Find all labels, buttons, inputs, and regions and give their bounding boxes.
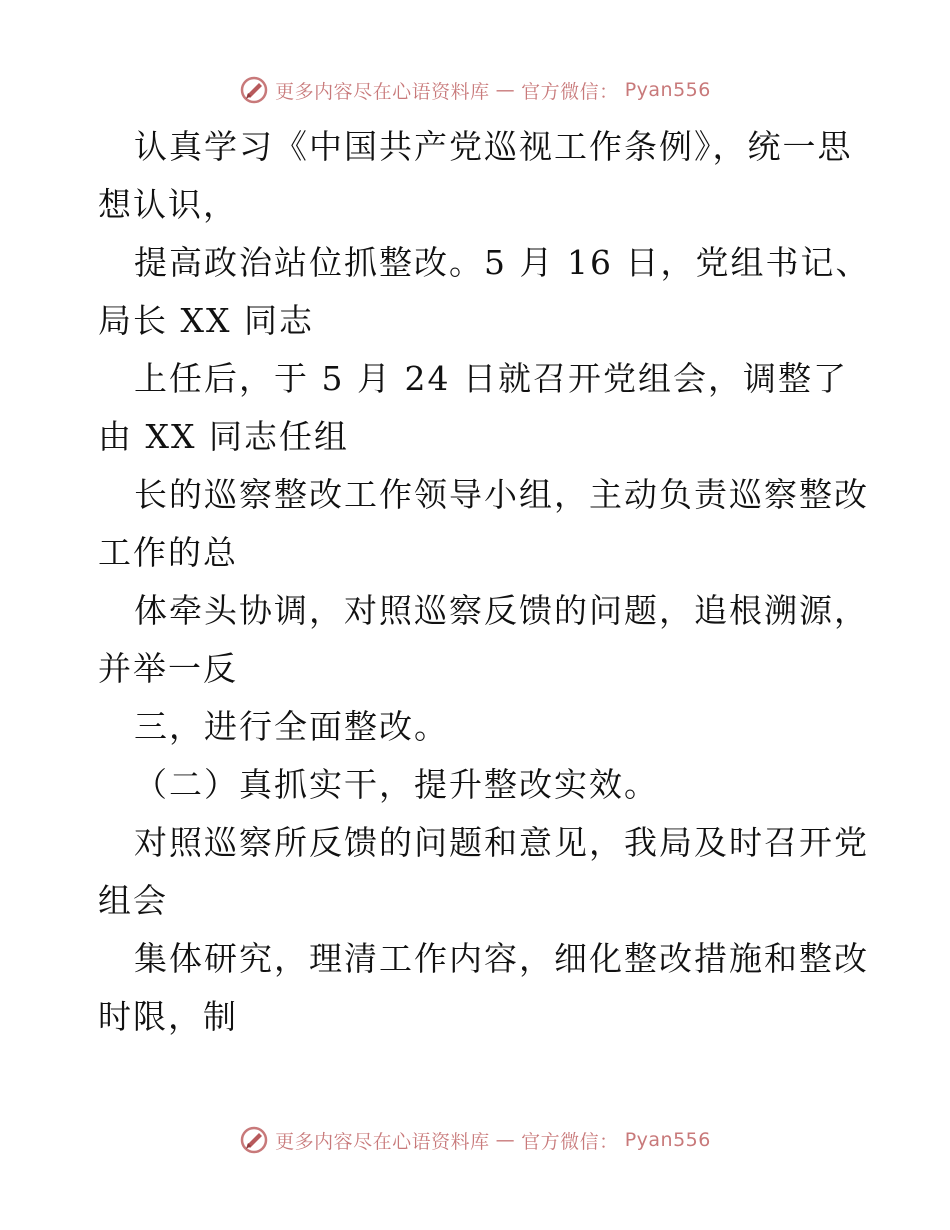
paragraph-line: 提高政治站位抓整改。5 月 16 日，党组书记、 (134, 243, 871, 282)
paragraph-line: 时限，制 (98, 997, 238, 1036)
paragraph-1 (98, 118, 858, 234)
logo-icon (239, 1125, 269, 1155)
watermark-dash: — (495, 79, 516, 101)
section-heading (98, 756, 858, 814)
footer-watermark (0, 1120, 950, 1160)
watermark-dash: — (495, 1129, 516, 1151)
paragraph-4 (98, 466, 869, 582)
paragraph-line: 工作的总 (98, 533, 238, 572)
paragraph-7 (98, 814, 869, 930)
watermark-contact-id: Pyan556 (624, 1129, 711, 1151)
paragraph-5 (98, 582, 869, 698)
paragraph-line: 想认识， (98, 185, 238, 224)
watermark-contact-label: 官方微信： (521, 80, 619, 103)
watermark-contact-id: Pyan556 (624, 79, 711, 101)
paragraph-line: 组会 (98, 881, 168, 920)
heading-line: （二）真抓实干，提升整改实效。 (134, 765, 659, 804)
watermark-main-text: 更多内容尽在心语资料库 (275, 1130, 490, 1153)
paragraph-6 (98, 698, 858, 756)
paragraph-line: 集体研究，理清工作内容，细化整改措施和整改 (134, 939, 869, 978)
paragraph-line: 认真学习《中国共产党巡视工作条例》，统一思 (134, 127, 853, 166)
paragraph-line: 对照巡察所反馈的问题和意见，我局及时召开党 (134, 823, 869, 862)
paragraph-line: 局长 XX 同志 (98, 301, 314, 340)
paragraph-line: 体牵头协调，对照巡察反馈的问题，追根溯源， (134, 591, 869, 630)
watermark-main-text: 更多内容尽在心语资料库 (275, 80, 490, 103)
paragraph-line: 上任后，于 5 月 24 日就召开党组会，调整了 (134, 359, 848, 398)
watermark-contact-label: 官方微信： (521, 1130, 619, 1153)
paragraph-8 (98, 930, 869, 1046)
paragraph-line: 长的巡察整改工作领导小组，主动负责巡察整改 (134, 475, 869, 514)
document-body (98, 118, 871, 1046)
paragraph-line: 由 XX 同志任组 (98, 417, 349, 456)
paragraph-3 (98, 350, 858, 466)
logo-icon (239, 75, 269, 105)
paragraph-line: 三，进行全面整改。 (134, 707, 449, 746)
paragraph-line: 并举一反 (98, 649, 238, 688)
header-watermark (0, 70, 950, 110)
paragraph-2 (98, 234, 871, 350)
